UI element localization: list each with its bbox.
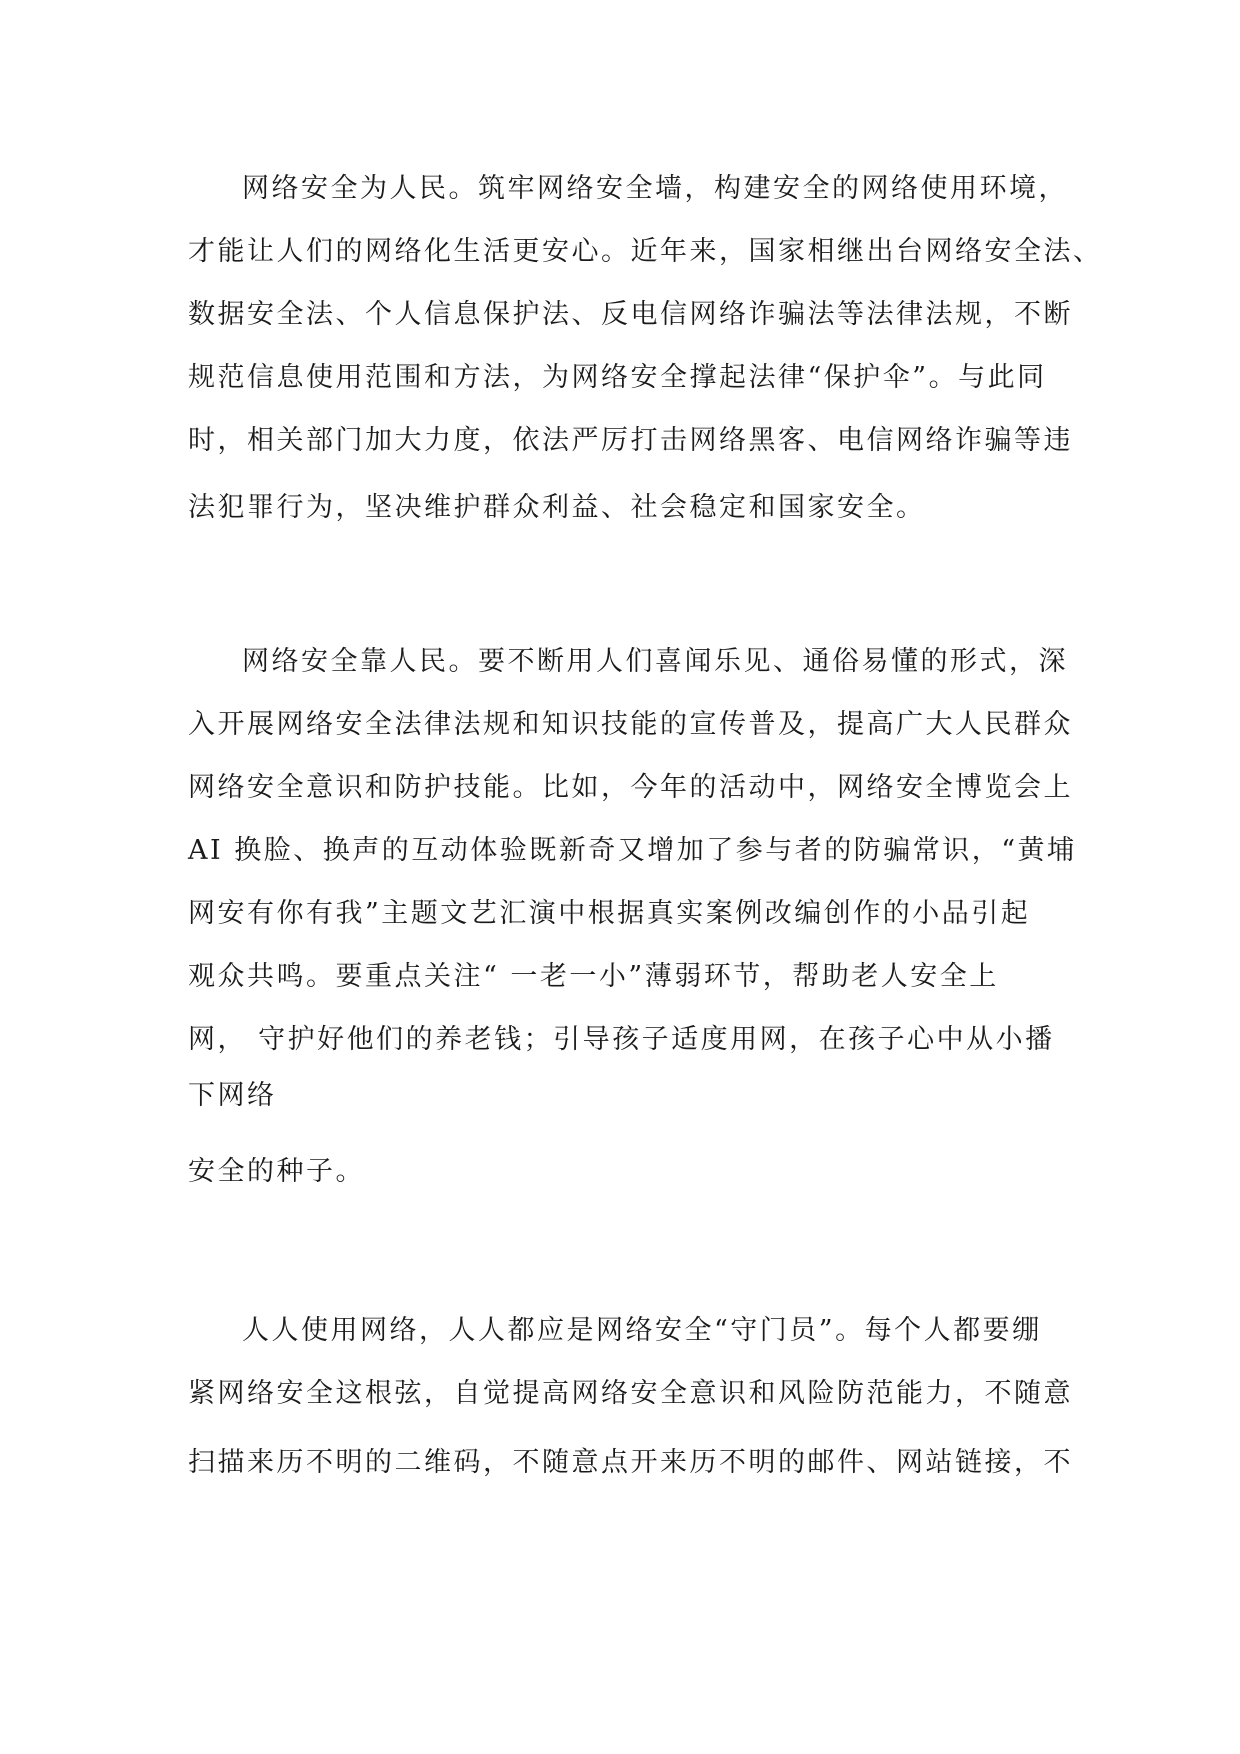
paragraph-line: 观众共鸣。要重点关注“ 一老一小”薄弱环节，帮助老人安全上 (188, 961, 999, 992)
paragraph-line: 下网络 (188, 1080, 277, 1111)
paragraph-line: 时，相关部门加大力度，依法严厉打击网络黑客、电信网络诈骗等违 (188, 425, 1073, 456)
paragraph-line: 紧网络安全这根弦，自觉提高网络安全意识和风险防范能力，不随意 (188, 1378, 1073, 1409)
paragraph-line: 入开展网络安全法律法规和知识技能的宣传普及，提高广大人民群众 (188, 709, 1073, 740)
paragraph-line: 安全的种子。 (188, 1156, 365, 1187)
paragraph-line: 数据安全法、个人信息保护法、反电信网络诈骗法等法律法规，不断 (188, 299, 1073, 330)
paragraph-line: 规范信息使用范围和方法，为网络安全撑起法律“保护伞”。与此同 (188, 362, 1047, 393)
paragraph-line: AI 换脸、换声的互动体验既新奇又增加了参与者的防骗常识，“黄埔 (188, 835, 1077, 866)
paragraph-line: 网安有你有我”主题文艺汇演中根据真实案例改编创作的小品引起 (188, 898, 1031, 929)
paragraph-line: 网， 守护好他们的养老钱；引导孩子适度用网，在孩子心中从小播 (188, 1024, 1055, 1055)
paragraph-line: 人人使用网络，人人都应是网络安全“守门员”。每个人都要绷 (242, 1315, 1042, 1346)
paragraph-line: 才能让人们的网络化生活更安心。近年来，国家相继出台网络安全法、 (188, 236, 1103, 267)
paragraph-line: 网络安全意识和防护技能。比如，今年的活动中，网络安全博览会上 (188, 772, 1073, 803)
paragraph-line: 网络安全靠人民。要不断用人们喜闻乐见、通俗易懂的形式，深 (242, 646, 1068, 677)
paragraph-line: 网络安全为人民。筑牢网络安全墙，构建安全的网络使用环境， (242, 173, 1068, 204)
paragraph-line: 扫描来历不明的二维码，不随意点开来历不明的邮件、网站链接，不 (188, 1447, 1073, 1478)
paragraph-line: 法犯罪行为，坚决维护群众利益、社会稳定和国家安全。 (188, 492, 926, 523)
